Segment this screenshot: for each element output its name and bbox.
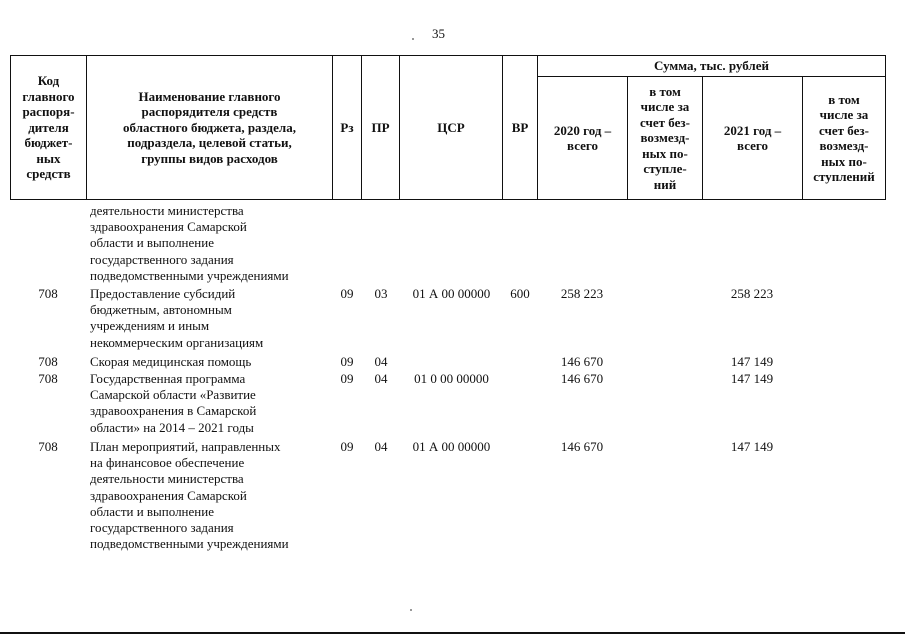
header-csr: ЦСР bbox=[437, 119, 465, 135]
row-csr: 01 А 00 00000 bbox=[412, 286, 491, 301]
row-kod: 708 bbox=[38, 286, 58, 301]
row-kod: 708 bbox=[38, 354, 58, 369]
row-name: Государственная программа Самарской области «Развитие здравоохранения в Самарской области» на 2014 – 2021 годы bbox=[90, 371, 257, 435]
row-rz: 09 bbox=[340, 371, 354, 386]
row-csr: 01 0 00 00000 bbox=[414, 371, 489, 386]
row-sum-2020: 258 223 bbox=[560, 286, 604, 301]
scan-speck bbox=[410, 609, 412, 611]
row-kod: 708 bbox=[38, 439, 58, 454]
row-pr: 04 bbox=[374, 371, 388, 386]
row-sum-2020: 146 670 bbox=[560, 354, 604, 369]
row-sum-2021: 258 223 bbox=[730, 286, 774, 301]
row-sum-2021: 147 149 bbox=[730, 371, 774, 386]
row-rz: 09 bbox=[340, 286, 354, 301]
row-name: План мероприятий, направленных на финансовое обеспечение деятельности министерства здравоохранения Самарской области и выполнение государственного задания подведомственными учреждениями bbox=[90, 439, 289, 552]
row-name: деятельности министерства здравоохранения Самарской области и выполнение государственного задания подведомственными учреждениями bbox=[90, 203, 289, 283]
row-pr: 03 bbox=[374, 286, 388, 301]
header-kod: Код главного распоря- дителя бюджет- ных средств bbox=[22, 73, 75, 182]
header-vr: ВР bbox=[511, 119, 529, 135]
scan-speck bbox=[412, 38, 414, 40]
row-kod: 708 bbox=[38, 371, 58, 386]
header-rz: Рз bbox=[340, 119, 354, 135]
row-pr: 04 bbox=[374, 354, 388, 369]
row-name: Предоставление субсидий бюджетным, автономным учреждениям и иным некоммерческим организациям bbox=[90, 286, 264, 350]
row-vr: 600 bbox=[510, 286, 530, 301]
row-sum-2020: 146 670 bbox=[560, 439, 604, 454]
header-bottom-border bbox=[10, 199, 886, 200]
row-name: Скорая медицинская помощь bbox=[90, 354, 252, 369]
row-sum-2020: 146 670 bbox=[560, 371, 604, 386]
row-sum-2021: 147 149 bbox=[730, 354, 774, 369]
header-2021-free: в том числе за счет без- возмезд- ных по- ступлений bbox=[813, 91, 875, 184]
row-csr: 01 А 00 00000 bbox=[412, 439, 491, 454]
header-2021-total: 2021 год – всего bbox=[723, 122, 782, 153]
header-2020-free: в том числе за счет без- возмезд- ных по- ступле- ний bbox=[640, 83, 690, 192]
header-summa: Сумма, тыс. рублей bbox=[654, 58, 769, 74]
row-pr: 04 bbox=[374, 439, 388, 454]
col-border bbox=[885, 55, 886, 200]
row-rz: 09 bbox=[340, 439, 354, 454]
row-sum-2021: 147 149 bbox=[730, 439, 774, 454]
header-2020-total: 2020 год – всего bbox=[553, 122, 612, 153]
header-pr: ПР bbox=[371, 119, 390, 135]
row-rz: 09 bbox=[340, 354, 354, 369]
page-number: 35 bbox=[432, 26, 445, 41]
header-name: Наименование главного распорядителя средств областного бюджета, раздела, подраздела, целевой статьи, группы видов расходов bbox=[123, 88, 296, 166]
page-bottom-edge bbox=[0, 632, 905, 634]
